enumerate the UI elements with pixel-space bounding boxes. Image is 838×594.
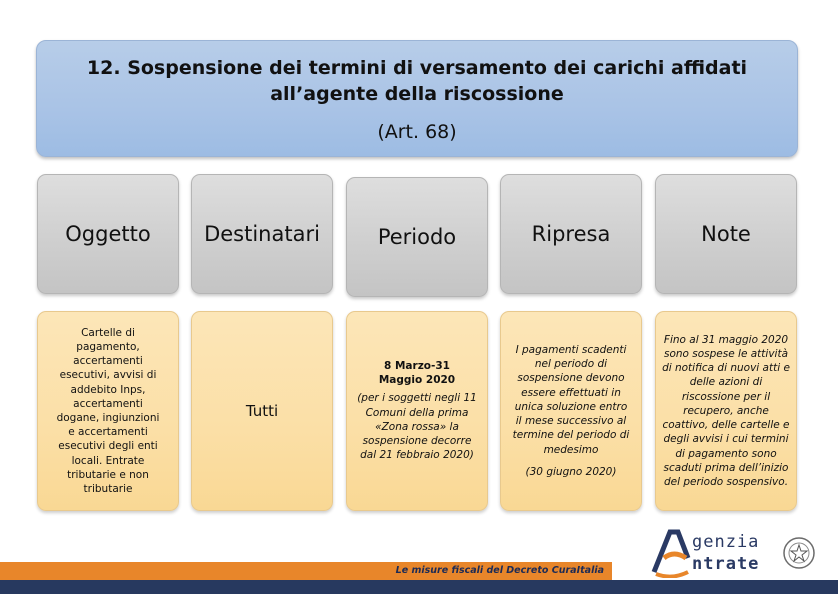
ripresa-text: I pagamenti scadenti nel periodo di sospensione devono essere effettuati in unica soluzione entro il mese successivo al termine del periodo di medesimo (512, 344, 630, 456)
content-ripresa (500, 311, 642, 511)
agenzia-entrate-logo (648, 528, 786, 578)
content-periodo (346, 311, 488, 511)
destinatari-text: Tutti (245, 402, 279, 420)
header-note (655, 174, 797, 294)
title-box (36, 40, 798, 157)
logo-mark-icon (648, 528, 694, 578)
footer-bar (0, 580, 838, 594)
page-title: 12. Sospensione dei termini di versamento dei carichi affidati all’agente della riscossione (86, 57, 748, 105)
content-destinatari (191, 311, 333, 511)
content-note (655, 311, 797, 511)
header-label: Periodo (377, 225, 457, 249)
oggetto-text: Cartelle di pagamento, accertamenti esecutivi, avvisi di addebito Inps, accertamenti dogane, ingiunzioni e accertamenti esecutivi degli enti locali. Entrate tributarie e non tributarie (56, 326, 160, 496)
header-ripresa (500, 174, 642, 294)
article-reference: (Art. 68) (377, 121, 457, 143)
logo-text-line2: ntrate (692, 554, 760, 574)
header-oggetto (37, 174, 179, 294)
republic-emblem-icon (780, 533, 818, 573)
periodo-dates: 8 Marzo-31 Maggio 2020 (378, 360, 456, 387)
note-text: Fino al 31 maggio 2020 sono sospese le attività di notifica di nuovi atti e delle azioni di riscossione per il recupero, anche coattivo, delle cartelle e degli avvisi i cui termini di pagamento sono scaduti prima dell’inizio del periodo sospensivo. (662, 333, 790, 488)
header-label: Oggetto (65, 222, 151, 246)
header-destinatari (191, 174, 333, 294)
header-label: Destinatari (204, 222, 320, 246)
content-oggetto (37, 311, 179, 511)
logo-text-line1: genzia (692, 532, 760, 552)
ripresa-date: (30 giugno 2020) (525, 465, 617, 478)
header-label: Ripresa (531, 222, 611, 246)
header-label: Note (701, 222, 751, 246)
header-periodo (346, 177, 488, 297)
footer-caption: Le misure fiscali del Decreto CuraItalia (395, 565, 604, 576)
periodo-note: (per i soggetti negli 11 Comuni della prima «Zona rossa» la sospensione decorre dal 21 febbraio 2020) (357, 392, 477, 462)
